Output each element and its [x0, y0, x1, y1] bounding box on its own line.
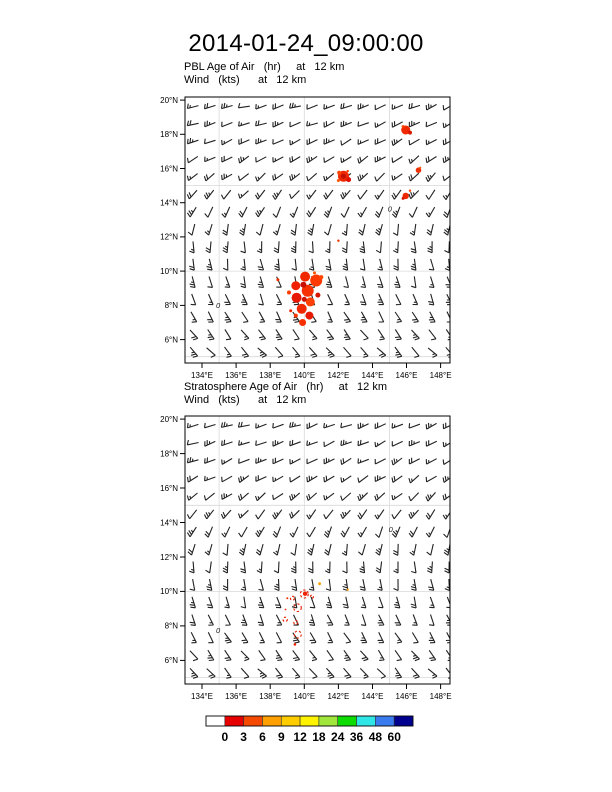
stratosphere-frame — [185, 416, 450, 684]
svg-text:6°N: 6°N — [164, 656, 178, 666]
pbl-frame — [185, 97, 450, 363]
svg-text:148°E: 148°E — [429, 692, 452, 701]
colorbar-label: 3 — [240, 730, 247, 744]
colorbar-label: 12 — [293, 730, 307, 744]
svg-text:136°E: 136°E — [225, 692, 248, 701]
svg-text:8°N: 8°N — [164, 301, 178, 311]
svg-text:142°E: 142°E — [327, 692, 350, 701]
colorbar-segment — [244, 716, 263, 726]
colorbar-segment — [319, 716, 338, 726]
svg-text:142°E: 142°E — [327, 371, 350, 380]
svg-text:18°N: 18°N — [160, 130, 178, 140]
stratosphere-filled-regions — [283, 582, 349, 645]
pbl-wind-barbs — [187, 103, 453, 358]
pbl-contour-label: 0 — [216, 300, 221, 310]
svg-text:134°E: 134°E — [191, 692, 213, 701]
stratosphere-contour-label: 0 — [388, 525, 393, 534]
svg-text:16°N: 16°N — [160, 164, 178, 174]
colorbar-label: 9 — [277, 730, 285, 744]
svg-text:136°E: 136°E — [225, 371, 248, 380]
pbl-contour-label: 0 — [387, 204, 392, 214]
stratosphere-gridlines — [185, 416, 450, 684]
pbl-gridlines — [185, 97, 450, 363]
pbl-lon-axis — [191, 363, 451, 380]
svg-text:16°N: 16°N — [160, 483, 178, 493]
svg-text:20°N: 20°N — [160, 95, 178, 105]
svg-text:10°N: 10°N — [160, 266, 178, 276]
pbl-panel-title-line1: PBL Age of Air (hr) at 12 km — [184, 61, 345, 73]
colorbar-label: 6 — [259, 730, 266, 744]
svg-text:12°N: 12°N — [160, 552, 178, 562]
svg-text:146°E: 146°E — [395, 371, 418, 380]
svg-text:140°E: 140°E — [293, 371, 316, 380]
svg-text:10°N: 10°N — [160, 587, 178, 597]
svg-text:144°E: 144°E — [361, 371, 384, 380]
colorbar-label: 48 — [368, 730, 383, 744]
stratosphere-wind-barbs — [187, 422, 454, 678]
panel-pbl — [160, 96, 454, 380]
colorbar-segment — [300, 716, 319, 726]
svg-text:20°N: 20°N — [160, 414, 178, 424]
colorbar-label: 60 — [387, 730, 401, 744]
colorbar-segment — [338, 716, 357, 726]
pbl-panel-title-line2: Wind (kts) at 12 km — [184, 74, 307, 86]
stratosphere-lon-axis — [191, 684, 451, 701]
svg-text:14°N: 14°N — [160, 518, 178, 528]
stratosphere-lat-axis — [160, 415, 185, 665]
svg-text:148°E: 148°E — [429, 371, 452, 380]
colorbar-label: 24 — [331, 730, 345, 744]
svg-text:18°N: 18°N — [160, 449, 178, 459]
stratosphere-contour-label: 0 — [216, 625, 221, 635]
colorbar-segment — [394, 716, 413, 726]
pbl-lat-axis — [160, 96, 185, 345]
main-title: 2014-01-24_09:00:00 — [188, 30, 424, 57]
svg-text:140°E: 140°E — [293, 692, 316, 701]
stratosphere-panel-title-line1: Stratosphere Age of Air (hr) at 12 km — [184, 381, 387, 393]
colorbar-segment — [262, 716, 281, 726]
panel-stratosphere — [160, 415, 454, 701]
colorbar-segment — [357, 716, 376, 726]
colorbar-segment — [281, 716, 300, 726]
svg-text:144°E: 144°E — [361, 692, 384, 701]
svg-text:146°E: 146°E — [395, 692, 418, 701]
colorbar-segment — [206, 716, 225, 726]
colorbar-label: 0 — [221, 730, 229, 744]
stratosphere-panel-title-line2: Wind (kts) at 12 km — [184, 394, 307, 406]
colorbar-segment — [375, 716, 394, 726]
svg-text:138°E: 138°E — [259, 692, 282, 701]
colorbar-segment — [225, 716, 244, 726]
colorbar-label: 18 — [312, 730, 326, 744]
pbl-filled-regions — [276, 125, 421, 326]
svg-text:8°N: 8°N — [164, 621, 178, 631]
svg-text:14°N: 14°N — [160, 198, 178, 208]
svg-text:6°N: 6°N — [164, 335, 178, 345]
colorbar-label: 36 — [349, 730, 364, 744]
age-colorbar — [206, 716, 413, 744]
svg-text:12°N: 12°N — [160, 232, 178, 242]
svg-text:138°E: 138°E — [259, 371, 282, 380]
svg-text:134°E: 134°E — [191, 371, 213, 380]
